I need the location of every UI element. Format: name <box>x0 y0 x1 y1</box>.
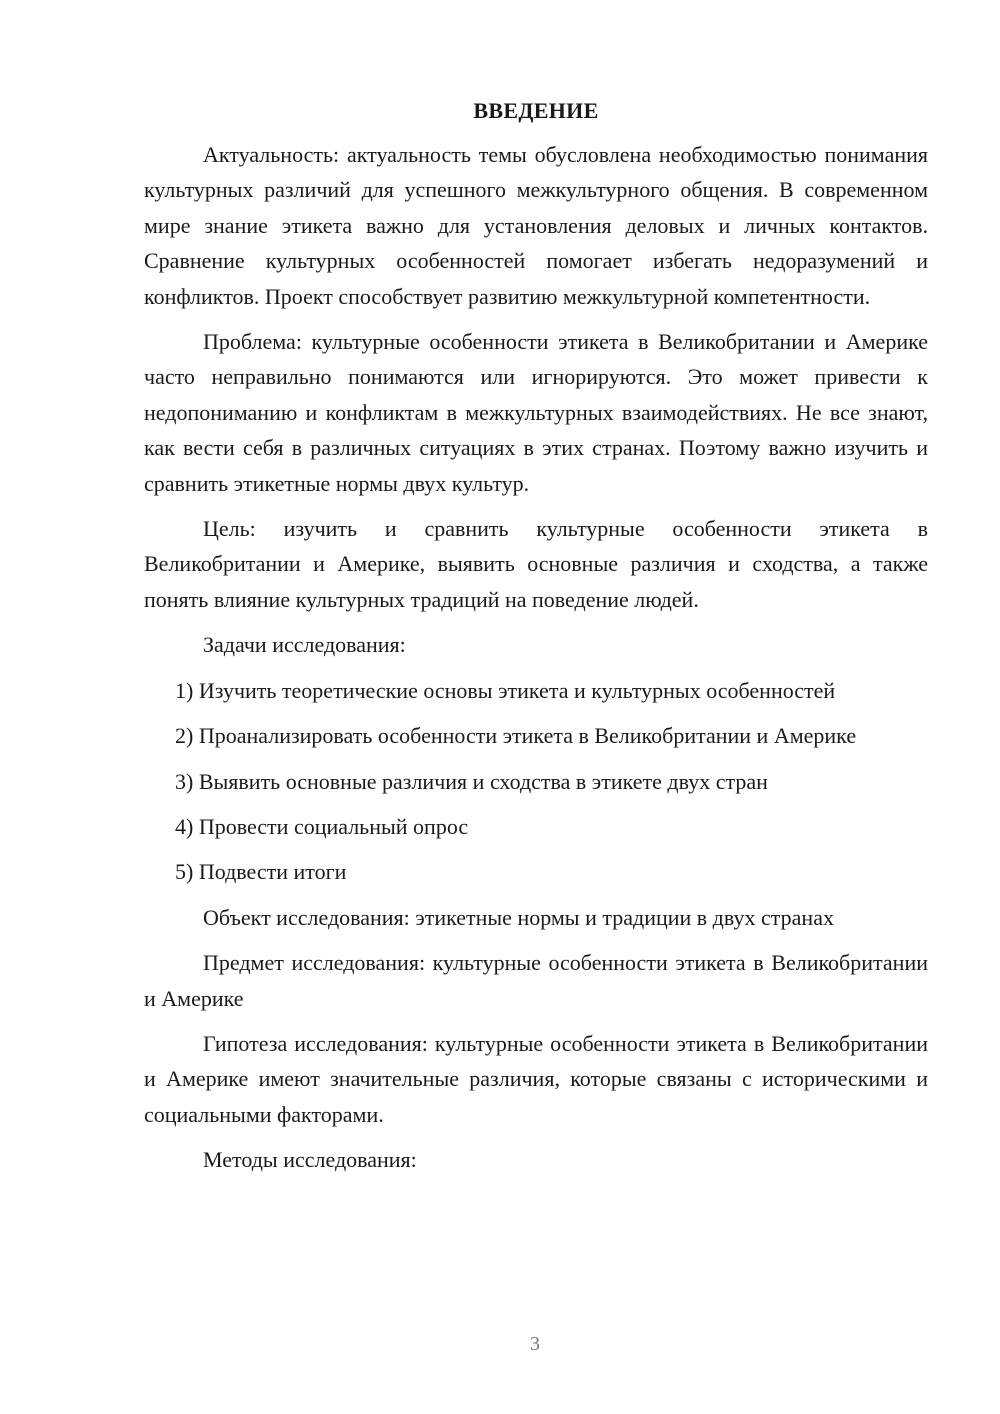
paragraph-relevance: Актуальность: актуальность темы обусловлена необходимостью понимания культурных различий для успешного межкультурного общения. В современном мире знание этикета важно для установления деловых и личных контактов. Сравнение культурных особенностей помогает избегать недоразумений и конфликтов. Проект способствует развитию межкультурной компетентности. <box>144 142 928 309</box>
task-item: 2) Проанализировать особенности этикета в Великобритании и Америке <box>175 723 857 749</box>
task-item: 5) Подвести итоги <box>175 859 347 885</box>
page-number: 3 <box>530 1333 540 1355</box>
section-heading: ВВЕДЕНИЕ <box>473 98 599 123</box>
paragraph-subject: Предмет исследования: культурные особенности этикета в Великобритании и Америке <box>144 950 928 1011</box>
task-item: 1) Изучить теоретические основы этикета и культурных особенностей <box>175 677 836 703</box>
task-item: 3) Выявить основные различия и сходства в этикете двух стран <box>175 768 768 794</box>
task-item: 4) Провести социальный опрос <box>175 813 469 839</box>
document-page <box>144 95 928 1188</box>
tasks-heading: Задачи исследования: <box>203 632 406 658</box>
methods-heading: Методы исследования: <box>203 1147 417 1173</box>
paragraph-object: Объект исследования: этикетные нормы и традиции в двух странах <box>203 904 834 930</box>
paragraph-problem: Проблема: культурные особенности этикета в Великобритании и Америке часто неправильно понимаются или игнорируются. Это может привести к недопониманию и конфликтам в межкультурных взаимодействиях. Не все знают, как вести себя в различных ситуациях в этих странах. Поэтому важно изучить и сравнить этикетные нормы двух культур. <box>144 329 928 496</box>
paragraph-goal: Цель: изучить и сравнить культурные особенности этикета в Великобритании и Америке, выявить основные различия и сходства, а также понять влияние культурных традиций на поведение людей. <box>144 516 928 612</box>
paragraph-hypothesis: Гипотеза исследования: культурные особенности этикета в Великобритании и Америке имеют значительные различия, которые связаны с историческими и социальными факторами. <box>144 1030 928 1127</box>
